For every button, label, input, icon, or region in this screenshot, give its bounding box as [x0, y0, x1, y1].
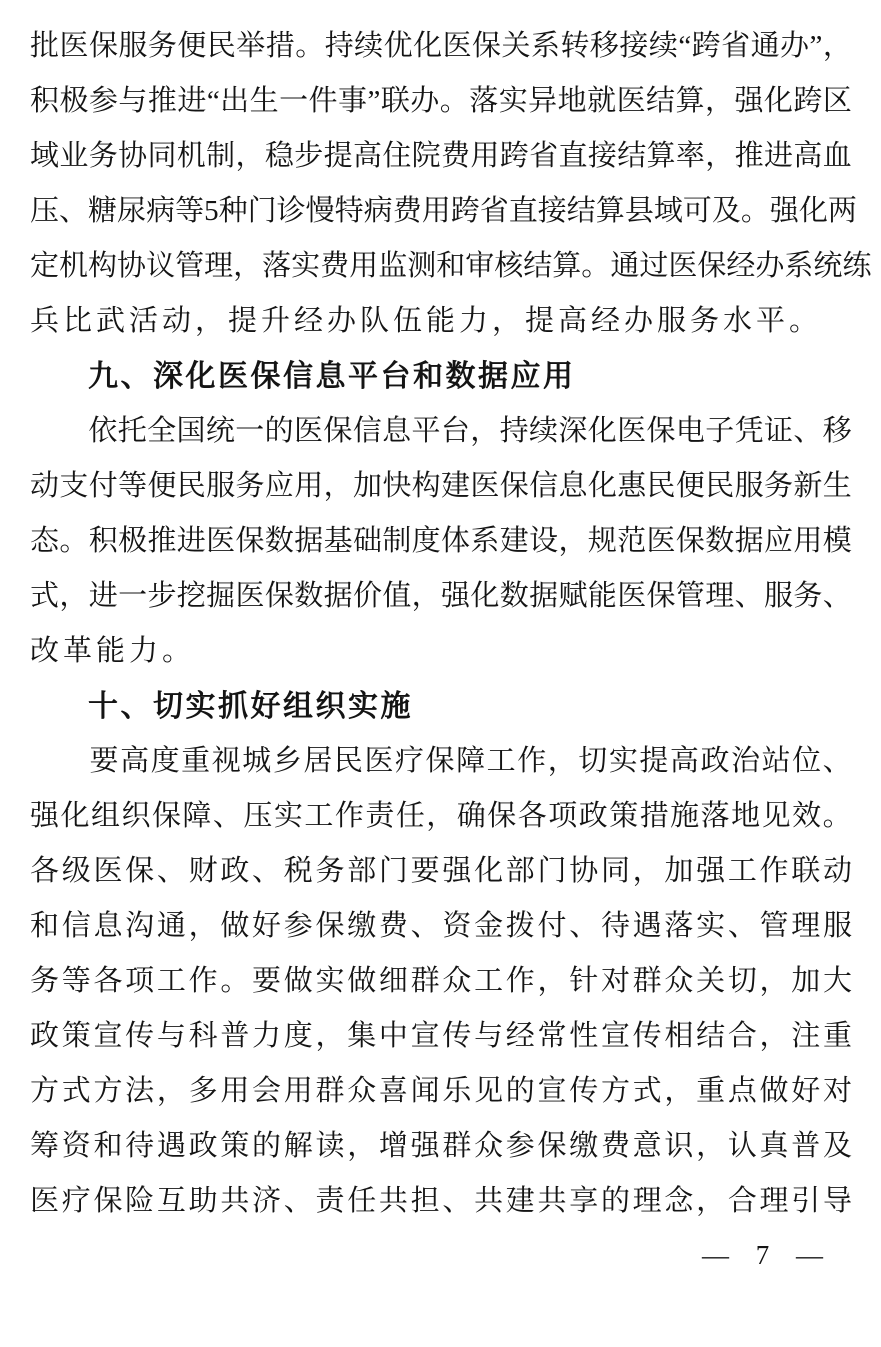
body-line: 政 策 宣 传 与 科 普 力 度 ， 集 中 宣 传 与 经 常 性 宣 传 相 结 合 ， 注 重	[30, 1020, 852, 1052]
body-line: 批 医 保 服 务 便 民 举 措 。 持 续 优 化 医 保 关 系 转 移 接 续 “ 跨 省 通 办 ” ，	[30, 30, 852, 62]
body-line: 依 托 全 国 统 一 的 医 保 信 息 平 台 ， 持 续 深 化 医 保 电 子 凭 证 、 移	[88, 415, 852, 447]
body-line: 各 级 医 保 、 财 政 、 税 务 部 门 要 强 化 部 门 协 同 ， 加 强 工 作 联 动	[30, 855, 852, 887]
section-heading-10: 十、切实抓好组织实施	[88, 690, 413, 723]
body-line: 兵比武活动，提升经办队伍能力，提高经办服务水平。	[30, 305, 823, 337]
body-line: 定 机 构 协 议 管 理 ， 落 实 费 用 监 测 和 审 核 结 算 。 通 过 医 保 经 办 系 统 练	[30, 250, 872, 282]
body-line: 务 等 各 项 工 作 。 要 做 实 做 细 群 众 工 作 ， 针 对 群 众 关 切 ， 加 大	[30, 965, 852, 997]
body-line: 态 。 积 极 推 进 医 保 数 据 基 础 制 度 体 系 建 设 ， 规 范 医 保 数 据 应 用 模	[30, 525, 852, 557]
body-line: 筹 资 和 待 遇 政 策 的 解 读 ， 增 强 群 众 参 保 缴 费 意 识 ， 认 真 普 及	[30, 1130, 852, 1162]
body-line: 方 式 方 法 ， 多 用 会 用 群 众 喜 闻 乐 见 的 宣 传 方 式 ， 重 点 做 好 对	[30, 1075, 852, 1107]
body-line: 式 ， 进 一 步 挖 掘 医 保 数 据 价 值 ， 强 化 数 据 赋 能 医 保 管 理 、 服 务 、	[30, 580, 852, 612]
body-line: 医 疗 保 险 互 助 共 济 、 责 任 共 担 、 共 建 共 享 的 理 念 ， 合 理 引 导	[30, 1185, 852, 1217]
body-line: 域 业 务 协 同 机 制 ， 稳 步 提 高 住 院 费 用 跨 省 直 接 结 算 率 ， 推 进 高 血	[30, 140, 852, 172]
body-line: 强 化 组 织 保 障 、 压 实 工 作 责 任 ， 确 保 各 项 政 策 措 施 落 地 见 效 。	[30, 800, 852, 832]
document-body	[30, 19, 872, 1229]
body-line: 积 极 参 与 推 进 “ 出 生 一 件 事 ” 联 办 。 落 实 异 地 就 医 结 算 ， 强 化 跨 区	[30, 85, 852, 117]
page-number: — 7 —	[702, 1240, 823, 1270]
body-line: 改革能力。	[30, 635, 196, 667]
body-line: 和 信 息 沟 通 ， 做 好 参 保 缴 费 、 资 金 拨 付 、 待 遇 落 实 、 管 理 服	[30, 910, 852, 942]
body-line: 压 、 糖 尿 病 等 5 种 门 诊 慢 特 病 费 用 跨 省 直 接 结 算 县 域 可 及 。 强 化 两	[30, 195, 857, 227]
section-heading-9: 九、深化医保信息平台和数据应用	[88, 360, 576, 393]
body-line: 动 支 付 等 便 民 服 务 应 用 ， 加 快 构 建 医 保 信 息 化 惠 民 便 民 服 务 新 生	[30, 470, 852, 502]
body-line: 要 高 度 重 视 城 乡 居 民 医 疗 保 障 工 作 ， 切 实 提 高 政 治 站 位 、	[89, 745, 852, 777]
